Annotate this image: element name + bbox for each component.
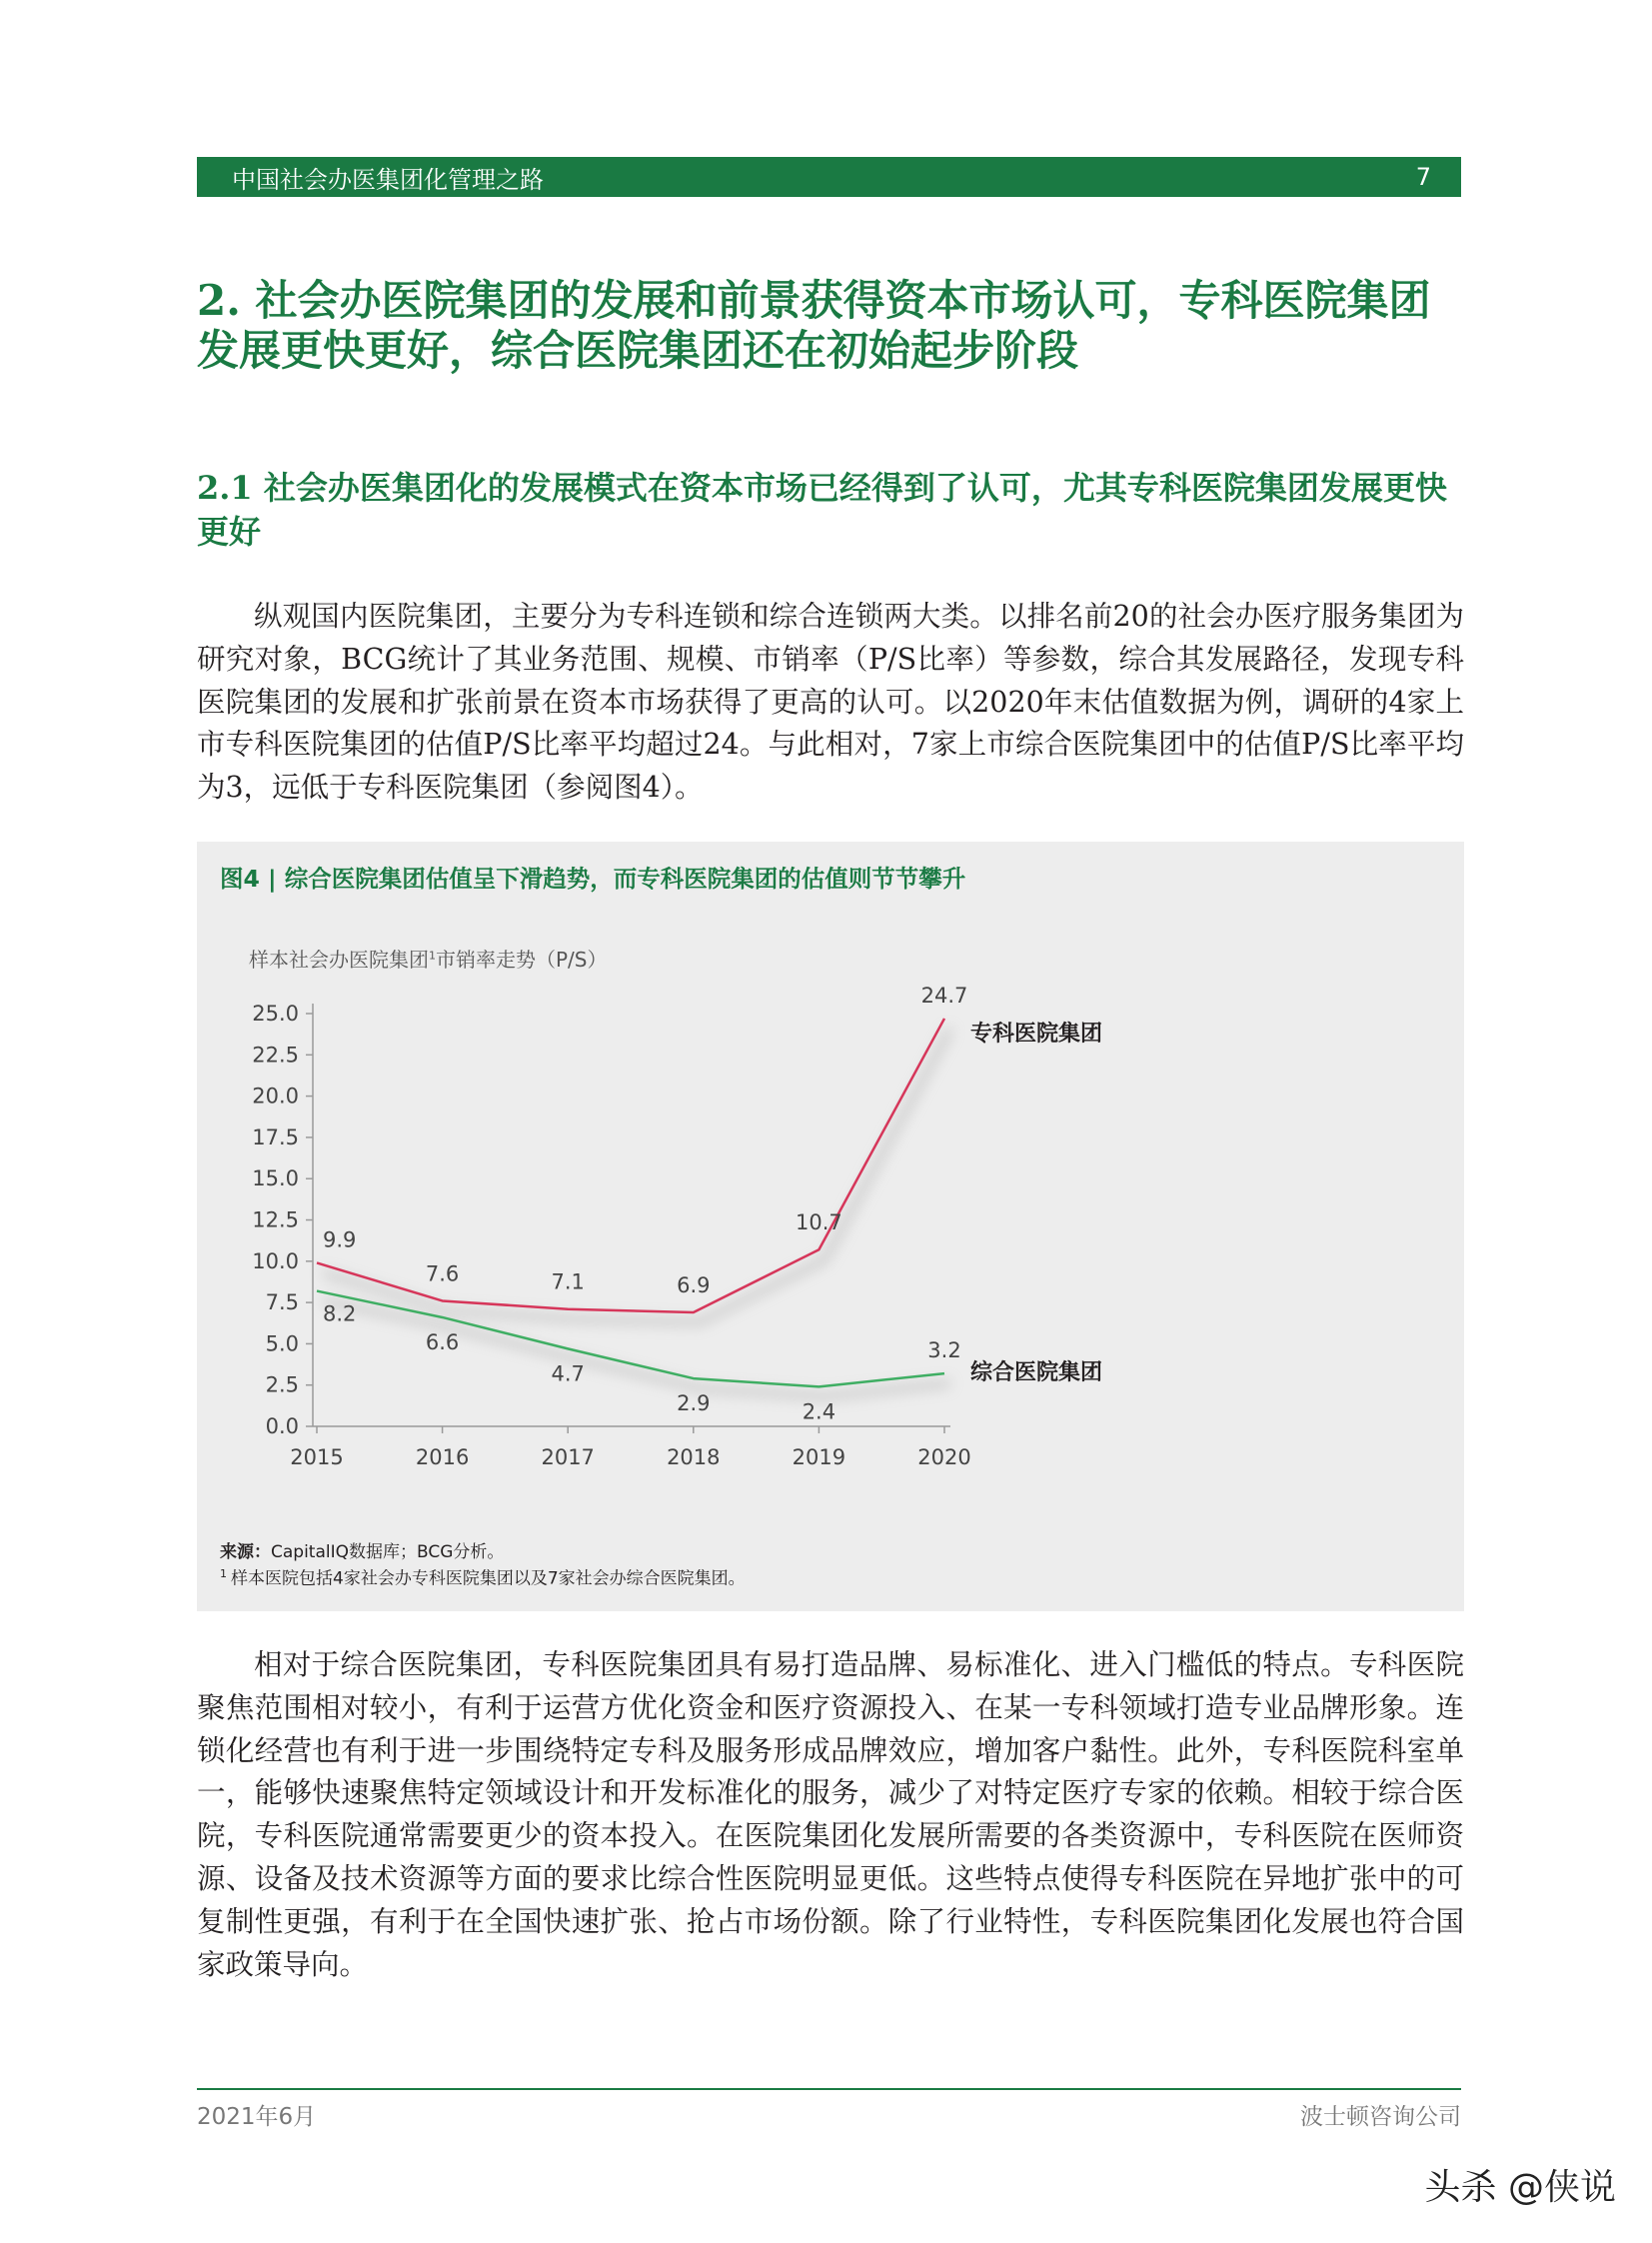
source-line (220, 1541, 746, 1563)
body-paragraph-1 (197, 596, 1464, 810)
figure-source (220, 1541, 746, 1590)
figure-title: 图4 | 综合医院集团估值呈下滑趋势，而专科医院集团的估值则节节攀升 (220, 865, 966, 893)
chart-title-suffix: 市销率走势（P/S） (436, 948, 608, 972)
chart-title-text: 样本社会办医院集团 (249, 948, 429, 972)
page-header-bar (197, 157, 1461, 197)
source-label: 来源： (220, 1542, 271, 1562)
figure-4 (197, 842, 1464, 1611)
y-tick-label: 22.5 (252, 1043, 299, 1068)
x-tick-label: 2018 (667, 1445, 721, 1469)
chart-title (249, 944, 608, 973)
footnote-text: 样本医院包括4家社会办专科医院集团以及7家社会办综合医院集团。 (231, 1568, 746, 1589)
x-tick-label: 2016 (415, 1445, 470, 1469)
chart-title-footnote-mark: 1 (429, 949, 436, 963)
y-tick-label: 17.5 (252, 1124, 299, 1149)
y-tick-label: 7.5 (265, 1290, 299, 1315)
paragraph-1-text: 纵观国内医院集团，主要分为专科连锁和综合连锁两大类。以排名前20的社会办医疗服务集团为研究对象，BCG统计了其业务范围、规模、市销率（P/S比率）等参数，综合其发展路径，发现专科医院集团的发展和扩张前景在资本市场获得了更高的认可。以2020年末估值数据为例，调研的4家上市专科医院集团的估值P/S比率平均超过24。与此相对，7家上市综合医院集团中的估值P/S比率平均为3，远低于专科医院集团（参阅图4）。 (197, 600, 1464, 805)
data-label-general: 4.7 (551, 1361, 585, 1386)
body-paragraph-2 (197, 1644, 1464, 1986)
footnote-mark: 1 (220, 1567, 227, 1580)
x-tick-label: 2019 (792, 1445, 846, 1469)
chart-axes (252, 1002, 970, 1469)
source-text: CapitalIQ数据库；BCG分析。 (271, 1542, 505, 1562)
data-label-general: 2.9 (677, 1391, 711, 1416)
data-label-general: 6.6 (425, 1329, 460, 1354)
y-tick-label: 2.5 (265, 1372, 299, 1397)
y-tick-label: 20.0 (252, 1084, 299, 1109)
header-title: 中国社会办医集团化管理之路 (232, 165, 544, 194)
chart-labels (323, 984, 1102, 1423)
data-label-specialty: 7.1 (551, 1269, 585, 1294)
footnote-line (220, 1563, 746, 1590)
series-line-specialty (317, 1019, 944, 1312)
x-tick-label: 2015 (290, 1445, 344, 1469)
x-tick-label: 2017 (541, 1445, 595, 1469)
y-tick-label: 0.0 (265, 1414, 299, 1438)
y-tick-label: 25.0 (252, 1002, 299, 1026)
data-label-general: 3.2 (927, 1338, 961, 1363)
y-tick-label: 12.5 (252, 1207, 299, 1232)
watermark-logo-text: 头杀 @侠说 (1424, 2167, 1616, 2208)
data-label-general: 8.2 (323, 1301, 357, 1326)
page-number: 7 (1415, 163, 1431, 191)
footer-divider (197, 2088, 1461, 2090)
series-label-general: 综合医院集团 (970, 1360, 1103, 1386)
series-label-specialty: 专科医院集团 (970, 1021, 1103, 1047)
data-label-specialty: 9.9 (323, 1227, 357, 1252)
y-tick-label: 5.0 (265, 1331, 299, 1356)
chart-series (317, 1019, 950, 1396)
data-label-specialty: 24.7 (920, 983, 968, 1008)
series-shadow (323, 1029, 950, 1322)
section-title: 2. 社会办医院集团的发展和前景获得资本市场认可，专科医院集团发展更快更好，综合医院集团还在初始起步阶段 (197, 276, 1431, 375)
y-tick-label: 10.0 (252, 1248, 299, 1273)
subsection-title: 2.1 社会办医集团化的发展模式在资本市场已经得到了认可，尤其专科医院集团发展更快更好 (197, 469, 1447, 551)
data-label-general: 2.4 (802, 1399, 836, 1424)
y-tick-label: 15.0 (252, 1166, 299, 1191)
paragraph-2-text: 相对于综合医院集团，专科医院集团具有易打造品牌、易标准化、进入门槛低的特点。专科医院聚焦范围相对较小，有利于运营方优化资金和医疗资源投入、在某一专科领域打造专业品牌形象。连锁化经营也有利于进一步围绕特定专科及服务形成品牌效应，增加客户黏性。此外，专科医院科室单一，能够快速聚焦特定领域设计和开发标准化的服务，减少了对特定医疗专家的依赖。相较于综合医院，专科医院通常需要更少的资本投入。在医院集团化发展所需要的各类资源中，专科医院在医师资源、设备及技术资源等方面的要求比综合性医院明显更低。这些特点使得专科医院在异地扩张中的可复制性更强，有利于在全国快速扩张、抢占市场份额。除了行业特性，专科医院集团化发展也符合国家政策导向。 (197, 1648, 1464, 1981)
footer-date: 2021年6月 (197, 2104, 317, 2130)
footer-company: 波士顿咨询公司 (1300, 2104, 1461, 2130)
x-tick-label: 2020 (917, 1445, 971, 1469)
data-label-specialty: 7.6 (425, 1261, 460, 1286)
data-label-specialty: 6.9 (677, 1273, 711, 1298)
data-label-specialty: 10.7 (796, 1210, 842, 1235)
